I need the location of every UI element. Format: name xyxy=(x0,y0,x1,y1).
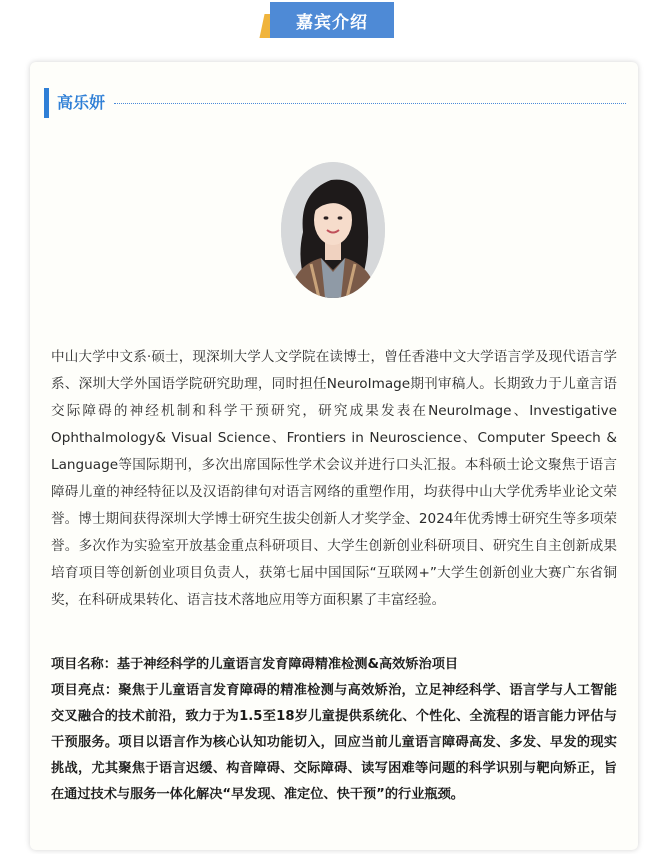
speaker-name-row xyxy=(44,88,626,118)
section-banner xyxy=(262,2,396,40)
speaker-name: 高乐妍 xyxy=(57,93,106,112)
dotted-divider xyxy=(114,103,626,104)
speaker-bio: 中山大学中文系·硕士，现深圳大学人文学院在读博士，曾任香港中文大学语言学及现代语言学系、深圳大学外国语学院研究助理，同时担任NeuroImage期刊审稿人。长期致力于儿童言语交际障碍的神经机制和科学干预研究，研究成果发表在NeuroImage、Investigative Ophthalmology& Visual Science、Frontiers in Neuroscience、Computer Speech & Language等国际期刊，多次出席国际性学术会议并进行口头汇报。本科硕士论文聚焦于语言障碍儿童的神经特征以及汉语韵律句对语言网络的重塑作用，均获得中山大学优秀毕业论文荣誉。博士期间获得深圳大学博士研究生拔尖创新人才奖学金、2024年优秀博士研究生等多项荣誉。多次作为实验室开放基金重点科研项目、大学生创新创业科研项目、研究生自主创新成果培育项目等创新创业项目负责人，获第七届中国国际“互联网+”大学生创新创业大赛广东省铜奖，在科研成果转化、语言技术落地应用等方面积累了丰富经验。 xyxy=(51,349,617,608)
project-info xyxy=(51,652,617,808)
portrait-illustration xyxy=(281,162,385,298)
project-name: 项目名称：基于神经科学的儿童语言发育障碍精准检测&高效矫治项目 xyxy=(51,657,459,672)
name-accent-bar xyxy=(44,88,49,118)
speaker-card xyxy=(30,62,638,850)
speaker-portrait xyxy=(281,162,385,298)
section-title: 嘉宾介绍 xyxy=(270,2,394,38)
project-highlights: 项目亮点：聚焦于儿童语言发育障碍的精准检测与高效矫治，立足神经科学、语言学与人工智能交叉融合的技术前沿，致力于为1.5至18岁儿童提供系统化、个性化、全流程的语言能力评估与干预服务。项目以语言作为核心认知功能切入，回应当前儿童语言障碍高发、多发、早发的现实挑战，尤其聚焦于语言迟缓、构音障碍、交际障碍、读写困难等问题的科学识别与靶向矫正，旨在通过技术与服务一体化解决“早发现、准定位、快干预”的行业瓶颈。 xyxy=(51,683,617,802)
